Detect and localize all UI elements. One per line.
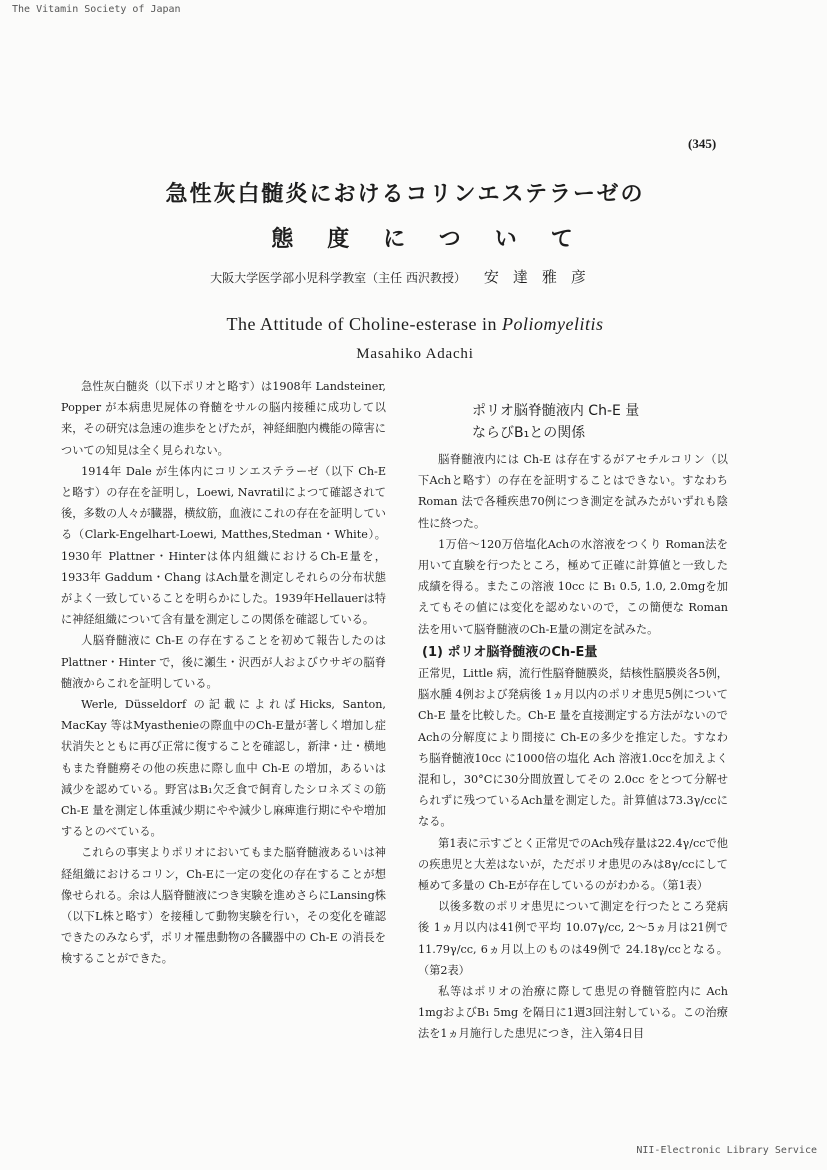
paragraph: 私等はポリオの治療に際して患児の脊髄管腔内に Ach 1mgおよびB₁ 5mg を隔日に1週3回注射している。この治療法を1ヵ月施行した患児につき，注入第4日目: [418, 985, 728, 1041]
paragraph: 以後多数のポリオ患児について測定を行つたところ発病後 1ヵ月以内は41例で平均 10.07γ/cc, 2～5ヵ月は21例で 11.79γ/cc, 6ヵ月以上のものは49例で 24.18γ/ccとなる。（第2表）: [418, 900, 728, 977]
paragraph: 人脳脊髄液に Ch-E の存在することを初めて報告したのは Plattner・Hinter で，後に瀬生・沢西が人およびウサギの脳脊髄液からこれを証明している。: [61, 634, 386, 690]
right-column: [418, 449, 728, 1045]
paragraph: 第1表に示すごとく正常児でのAch残存量は22.4γ/ccで他の疾患児と大差はないが，ただポリオ患児のみは8γ/ccにして極めて多量の Ch-Eが存在しているのがわかる。（第1表）: [418, 836, 728, 893]
english-title-italic: Poliomyelitis: [501, 314, 604, 334]
section-heading-line2: ならびB₁との関係: [472, 425, 586, 441]
japanese-title-line2: 態度について: [271, 226, 607, 252]
paragraph: 1万倍～120万倍塩化Achの水溶液をつくり Roman法を用いて直験を行つたところ，極めて正確に計算値と一致した成績を得る。またこの溶液 10cc に B₁ 0.5, 1.0, 2.0mgを加えてもその値には変化を認めないので，この簡便な Roman法を用いて脳脊髄液のCh-E量の測定を試みた。: [418, 537, 728, 636]
society-watermark: The Vitamin Society of Japan: [12, 4, 181, 15]
english-title-main: The Attitude of Choline-esterase in: [226, 314, 502, 334]
subsection-heading: (1) ポリオ脳脊髄液のCh-E量: [422, 644, 598, 660]
section-heading: [472, 400, 732, 444]
page-number: (345): [688, 136, 717, 151]
paragraph: 1914年 Dale が生体内にコリンエステラーゼ（以下 Ch-E と略す）の存在を証明し，Loewi, Navratilによつて確認されて後，多数の人々が臓器，横紋筋，血液にこれの存在を証明している（Clark-Engelhart-Loewi, Matthes,Stedman・White）。1930年 Plattner・Hinterは体内組織におけるCh-E量を，1933年 Gaddum・Chang はAch量を測定しそれらの分布状態がよく一致していることを明らかにした。1939年Hellauerは特に神経組織について含有量を測定しこの関係を確認している。: [61, 464, 386, 627]
paragraph: Werle, Düsseldorf の記載によればHicks, Santon, MacKay 等はMyasthenieの際血中のCh-E量が著しく増加し症状消失とともに再び正常に復することを確認し，新津・辻・横地もまた脊髄癆その他の疾患に際し血中 Ch-E の増加，あるいは減少を認めている。野宮はB₁欠乏食で飼育したシロネズミの筋 Ch-E 量を測定し体重減少期にやや減少し麻痺進行期にやや増加するとのべている。: [61, 698, 386, 839]
section-heading-line1: ポリオ脳脊髄液内 Ch-E 量: [472, 403, 640, 419]
paragraph: 急性灰白髄炎（以下ポリオと略す）は1908年 Landsteiner, Popper が本病患児屍体の脊髄をサルの脳内接種に成功して以来，その研究は急速の進歩をとげたが，神経細胞内機能の障害についての知見は全く見られない。: [61, 380, 386, 457]
author-japanese: 安達雅彦: [483, 268, 600, 286]
paragraph: 脳脊髄液内には Ch-E は存在するがアセチルコリン（以下Achと略す）の存在を証明することはできない。すなわち Roman 法で各種疾患70例につき測定を試みたがいずれも陰性に終つた。: [418, 453, 728, 530]
left-column: [61, 376, 386, 970]
english-author: Masahiko Adachi: [356, 346, 474, 362]
english-title: [150, 314, 680, 335]
japanese-title-line1: 急性灰白髄炎におけるコリンエステラーゼの: [165, 181, 645, 207]
affiliation: 大阪大学医学部小児科学教室（主任 西沢教授）: [210, 271, 466, 285]
paragraph: これらの事実よりポリオにおいてもまた脳脊髄液あるいは神経組織におけるコリン，Ch-Eに一定の変化の存在することが想像せられる。余は人脳脊髄液につき実験を進めさらにLansing株（以下L株と略す）を接種して動物実験を行い，その変化を確認できたのみならず，ポリオ罹患動物の各臓器中の Ch-E の消長を検することができた。: [61, 846, 386, 966]
footer-source: NII-Electronic Library Service: [636, 1145, 817, 1156]
affiliation-line: [170, 266, 640, 287]
paragraph: 正常児，Little 病，流行性脳脊髄膜炎，結核性脳膜炎各5例，脳水腫 4例および発病後 1ヵ月以内のポリオ患児5例についてCh-E 量を比較した。Ch-E 量を直接測定する方法がないので Achの分解度により間接に Ch-Eの多少を推定した。すなわち脳脊髄液10cc に1000倍の塩化 Ach 溶液1.0ccを加えよく混和し，30°Cに30分間放置してその 2.0cc をとつて分解せられずに残つているAch量を測定した。計算値は73.3γ/ccになる。: [418, 667, 728, 829]
